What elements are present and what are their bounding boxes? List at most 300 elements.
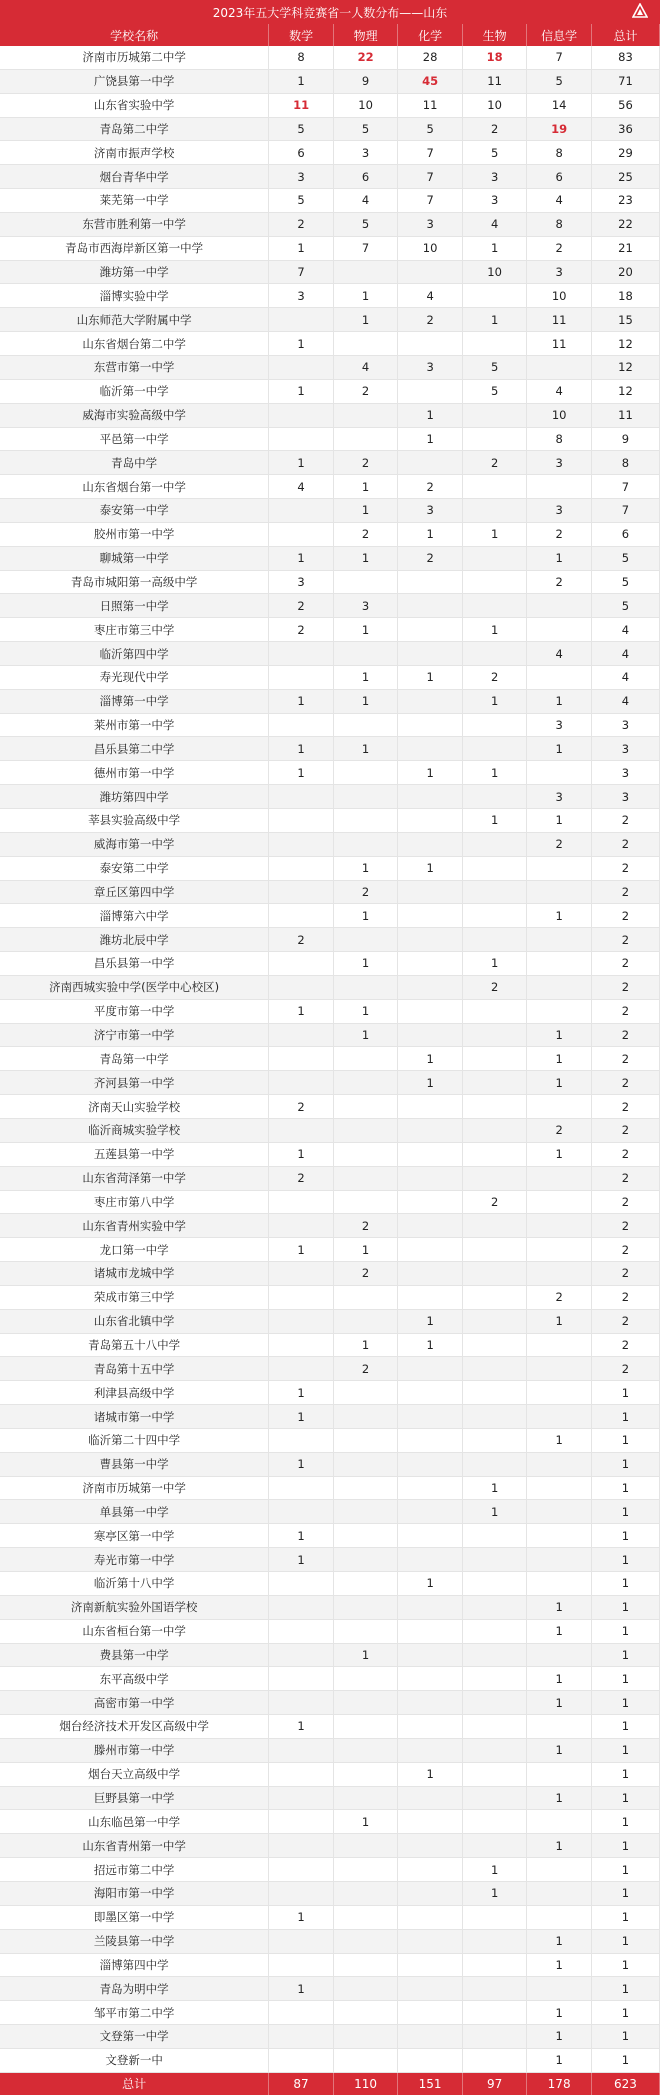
cell-total: 6 (591, 522, 659, 546)
cell-math (269, 665, 334, 689)
cell-informatics (527, 1238, 592, 1262)
cell-informatics: 6 (527, 165, 592, 189)
cell-school: 昌乐县第二中学 (0, 737, 269, 761)
cell-school: 淄博实验中学 (0, 284, 269, 308)
cell-school: 淄博第一中学 (0, 689, 269, 713)
cell-chemistry (398, 1428, 463, 1452)
cell-physics (333, 1691, 398, 1715)
cell-school: 招远市第二中学 (0, 1858, 269, 1882)
cell-total: 2 (591, 952, 659, 976)
cell-informatics: 1 (527, 2025, 592, 2049)
cell-physics: 1 (333, 546, 398, 570)
cell-informatics: 1 (527, 1691, 592, 1715)
cell-school: 文登第一中学 (0, 2025, 269, 2049)
cell-math: 3 (269, 570, 334, 594)
total-cell-school: 总计 (0, 2072, 269, 2095)
cell-physics (333, 1381, 398, 1405)
cell-school: 山东省菏泽第一中学 (0, 1166, 269, 1190)
cell-physics (333, 1977, 398, 2001)
cell-school: 东营市胜利第一中学 (0, 212, 269, 236)
cell-biology: 10 (462, 93, 527, 117)
table-row (0, 761, 660, 785)
total-cell-chemistry: 151 (398, 2072, 463, 2095)
cell-total: 1 (591, 1572, 659, 1596)
cell-school: 齐河县第一中学 (0, 1071, 269, 1095)
cell-physics (333, 1095, 398, 1119)
cell-school: 寒亭区第一中学 (0, 1524, 269, 1548)
cell-biology (462, 1572, 527, 1596)
cell-physics (333, 785, 398, 809)
cell-math: 1 (269, 1142, 334, 1166)
cell-math (269, 1929, 334, 1953)
cell-biology (462, 1333, 527, 1357)
cell-informatics (527, 1452, 592, 1476)
cell-math: 11 (269, 93, 334, 117)
cell-physics: 1 (333, 737, 398, 761)
table-row (0, 260, 660, 284)
cell-informatics (527, 1762, 592, 1786)
table-row (0, 1595, 660, 1619)
cell-biology (462, 928, 527, 952)
table-row (0, 451, 660, 475)
cell-biology: 1 (462, 522, 527, 546)
table-row (0, 2001, 660, 2025)
cell-school: 即墨区第一中学 (0, 1905, 269, 1929)
cell-informatics: 1 (527, 1786, 592, 1810)
cell-biology (462, 1118, 527, 1142)
cell-total: 21 (591, 236, 659, 260)
cell-school: 兰陵县第一中学 (0, 1929, 269, 1953)
cell-informatics (527, 1476, 592, 1500)
cell-total: 8 (591, 451, 659, 475)
cell-biology (462, 1786, 527, 1810)
cell-math (269, 713, 334, 737)
cell-informatics (527, 1262, 592, 1286)
cell-chemistry (398, 689, 463, 713)
cell-math: 1 (269, 546, 334, 570)
cell-math (269, 1643, 334, 1667)
cell-biology: 1 (462, 1858, 527, 1882)
cell-math (269, 1572, 334, 1596)
cell-math (269, 785, 334, 809)
cell-biology (462, 1405, 527, 1429)
cell-physics: 1 (333, 1810, 398, 1834)
cell-math: 8 (269, 46, 334, 69)
cell-chemistry: 1 (398, 1333, 463, 1357)
cell-informatics (527, 1977, 592, 2001)
cell-math (269, 904, 334, 928)
cell-school: 山东省青州实验中学 (0, 1214, 269, 1238)
table-row (0, 1357, 660, 1381)
cell-total: 1 (591, 1524, 659, 1548)
cell-biology (462, 1166, 527, 1190)
cell-school: 山东省桓台第一中学 (0, 1619, 269, 1643)
table-row (0, 713, 660, 737)
table-row (0, 427, 660, 451)
cell-physics (333, 2048, 398, 2072)
cell-physics (333, 1548, 398, 1572)
table-row (0, 546, 660, 570)
cell-chemistry: 1 (398, 522, 463, 546)
cell-biology (462, 1715, 527, 1739)
cell-biology (462, 832, 527, 856)
cell-informatics: 2 (527, 570, 592, 594)
column-header-math: 数学 (269, 24, 334, 46)
cell-school: 潍坊第四中学 (0, 785, 269, 809)
cell-informatics (527, 594, 592, 618)
cell-informatics: 1 (527, 1834, 592, 1858)
cell-chemistry: 45 (398, 69, 463, 93)
cell-math: 5 (269, 189, 334, 213)
cell-physics (333, 1881, 398, 1905)
cell-biology: 1 (462, 1500, 527, 1524)
cell-math: 1 (269, 1238, 334, 1262)
cell-total: 1 (591, 1786, 659, 1810)
cell-school: 临沂商城实验学校 (0, 1118, 269, 1142)
cell-school: 青岛中学 (0, 451, 269, 475)
column-header-chemistry: 化学 (398, 24, 463, 46)
cell-biology: 2 (462, 975, 527, 999)
cell-physics: 1 (333, 618, 398, 642)
cell-biology (462, 427, 527, 451)
cell-physics (333, 1047, 398, 1071)
cell-school: 山东省青州第一中学 (0, 1834, 269, 1858)
cell-informatics (527, 1500, 592, 1524)
cell-school: 诸城市龙城中学 (0, 1262, 269, 1286)
cell-informatics (527, 665, 592, 689)
cell-biology (462, 1095, 527, 1119)
cell-math: 1 (269, 1977, 334, 2001)
cell-biology: 18 (462, 46, 527, 69)
cell-math (269, 1047, 334, 1071)
cell-school: 章丘区第四中学 (0, 880, 269, 904)
cell-physics: 1 (333, 904, 398, 928)
cell-physics (333, 2025, 398, 2049)
cell-school: 莱芜第一中学 (0, 189, 269, 213)
cell-physics (333, 403, 398, 427)
cell-math (269, 1619, 334, 1643)
cell-school: 济南市振声学校 (0, 141, 269, 165)
cell-math (269, 1786, 334, 1810)
cell-chemistry (398, 1405, 463, 1429)
cell-chemistry (398, 1357, 463, 1381)
cell-informatics: 10 (527, 284, 592, 308)
cell-chemistry (398, 1285, 463, 1309)
table-row (0, 1834, 660, 1858)
cell-math (269, 1738, 334, 1762)
cell-physics: 1 (333, 1643, 398, 1667)
cell-chemistry (398, 1476, 463, 1500)
table-row (0, 1691, 660, 1715)
cell-chemistry (398, 1619, 463, 1643)
cell-math (269, 522, 334, 546)
cell-chemistry: 1 (398, 403, 463, 427)
cell-informatics: 2 (527, 1285, 592, 1309)
cell-physics (333, 570, 398, 594)
cell-chemistry: 7 (398, 141, 463, 165)
table-row (0, 1643, 660, 1667)
cell-chemistry (398, 904, 463, 928)
cell-chemistry (398, 1023, 463, 1047)
cell-chemistry (398, 594, 463, 618)
table-row (0, 1977, 660, 2001)
cell-total: 1 (591, 1476, 659, 1500)
cell-physics (333, 1476, 398, 1500)
cell-total: 1 (591, 1405, 659, 1429)
cell-informatics: 8 (527, 212, 592, 236)
table-row (0, 1142, 660, 1166)
cell-biology: 2 (462, 1190, 527, 1214)
total-cell-math: 87 (269, 2072, 334, 2095)
cell-biology: 1 (462, 236, 527, 260)
cell-physics (333, 1667, 398, 1691)
table-row (0, 1881, 660, 1905)
cell-school: 济南新航实验外国语学校 (0, 1595, 269, 1619)
cell-chemistry (398, 1595, 463, 1619)
cell-math (269, 1810, 334, 1834)
cell-biology: 1 (462, 761, 527, 785)
cell-informatics (527, 1715, 592, 1739)
cell-biology: 11 (462, 69, 527, 93)
cell-informatics: 10 (527, 403, 592, 427)
cell-school: 济南市历城第一中学 (0, 1476, 269, 1500)
cell-chemistry: 10 (398, 236, 463, 260)
cell-math (269, 952, 334, 976)
cell-school: 济宁市第一中学 (0, 1023, 269, 1047)
table-row (0, 165, 660, 189)
cell-biology: 2 (462, 117, 527, 141)
cell-physics: 5 (333, 212, 398, 236)
cell-chemistry (398, 570, 463, 594)
table-row (0, 1524, 660, 1548)
cell-chemistry (398, 1166, 463, 1190)
score-table (0, 24, 660, 2095)
table-row (0, 1190, 660, 1214)
cell-chemistry: 1 (398, 761, 463, 785)
cell-informatics (527, 1905, 592, 1929)
cell-physics (333, 928, 398, 952)
cell-biology (462, 1548, 527, 1572)
cell-math: 1 (269, 1715, 334, 1739)
table-row (0, 1667, 660, 1691)
cell-total: 2 (591, 880, 659, 904)
cell-math (269, 2001, 334, 2025)
cell-total: 2 (591, 1309, 659, 1333)
cell-school: 济南西城实验中学(医学中心校区) (0, 975, 269, 999)
table-row (0, 475, 660, 499)
cell-math: 2 (269, 1166, 334, 1190)
table-row (0, 618, 660, 642)
cell-math (269, 2025, 334, 2049)
cell-chemistry: 1 (398, 1572, 463, 1596)
column-header-school: 学校名称 (0, 24, 269, 46)
cell-school: 龙口第一中学 (0, 1238, 269, 1262)
cell-informatics (527, 1214, 592, 1238)
cell-chemistry (398, 1524, 463, 1548)
cell-math (269, 1691, 334, 1715)
cell-chemistry: 1 (398, 856, 463, 880)
cell-chemistry (398, 1905, 463, 1929)
cell-school: 日照第一中学 (0, 594, 269, 618)
cell-informatics: 11 (527, 332, 592, 356)
cell-total: 71 (591, 69, 659, 93)
table-row (0, 975, 660, 999)
cell-physics: 2 (333, 451, 398, 475)
cell-total: 2 (591, 809, 659, 833)
cell-school: 山东临邑第一中学 (0, 1810, 269, 1834)
cell-chemistry (398, 785, 463, 809)
cell-chemistry: 1 (398, 1762, 463, 1786)
cell-physics (333, 642, 398, 666)
cell-math: 2 (269, 1095, 334, 1119)
table-row (0, 904, 660, 928)
cell-chemistry (398, 1929, 463, 1953)
cell-biology (462, 999, 527, 1023)
cell-physics: 2 (333, 880, 398, 904)
cell-biology (462, 1071, 527, 1095)
cell-school: 山东省烟台第二中学 (0, 332, 269, 356)
cell-math: 4 (269, 475, 334, 499)
cell-total: 1 (591, 1667, 659, 1691)
cell-informatics: 1 (527, 1428, 592, 1452)
cell-informatics: 1 (527, 809, 592, 833)
cell-biology (462, 332, 527, 356)
cell-math (269, 975, 334, 999)
cell-informatics (527, 880, 592, 904)
cell-informatics: 1 (527, 1071, 592, 1095)
cell-informatics: 5 (527, 69, 592, 93)
cell-total: 1 (591, 1619, 659, 1643)
cell-biology (462, 1929, 527, 1953)
cell-informatics (527, 1572, 592, 1596)
cell-school: 临沂第二十四中学 (0, 1428, 269, 1452)
cell-total: 2 (591, 1118, 659, 1142)
cell-chemistry (398, 1262, 463, 1286)
cell-school: 烟台经济技术开发区高级中学 (0, 1715, 269, 1739)
table-row (0, 1572, 660, 1596)
table-row (0, 1285, 660, 1309)
cell-math: 1 (269, 1381, 334, 1405)
cell-school: 青岛第十五中学 (0, 1357, 269, 1381)
cell-total: 5 (591, 594, 659, 618)
cell-math (269, 2048, 334, 2072)
cell-informatics (527, 1190, 592, 1214)
cell-informatics (527, 1381, 592, 1405)
table-row (0, 189, 660, 213)
table-row (0, 999, 660, 1023)
table-row (0, 499, 660, 523)
cell-total: 2 (591, 1023, 659, 1047)
cell-chemistry (398, 1786, 463, 1810)
cell-biology (462, 1619, 527, 1643)
cell-informatics (527, 1643, 592, 1667)
cell-biology (462, 880, 527, 904)
cell-math (269, 355, 334, 379)
cell-physics (333, 427, 398, 451)
table-row (0, 284, 660, 308)
cell-school: 青岛为明中学 (0, 1977, 269, 2001)
cell-physics: 1 (333, 499, 398, 523)
cell-school: 高密市第一中学 (0, 1691, 269, 1715)
cell-total: 1 (591, 2001, 659, 2025)
cell-informatics (527, 952, 592, 976)
cell-chemistry (398, 880, 463, 904)
table-row (0, 379, 660, 403)
cell-school: 潍坊第一中学 (0, 260, 269, 284)
table-row (0, 1309, 660, 1333)
cell-informatics: 1 (527, 1595, 592, 1619)
table-row (0, 952, 660, 976)
cell-math: 1 (269, 737, 334, 761)
table-row (0, 594, 660, 618)
cell-informatics: 8 (527, 427, 592, 451)
cell-school: 曹县第一中学 (0, 1452, 269, 1476)
cell-biology (462, 1691, 527, 1715)
cell-biology (462, 856, 527, 880)
cell-informatics: 3 (527, 713, 592, 737)
table-row (0, 355, 660, 379)
table-row (0, 880, 660, 904)
header-row (0, 24, 660, 46)
cell-biology (462, 1381, 527, 1405)
column-header-informatics: 信息学 (527, 24, 592, 46)
cell-informatics: 1 (527, 546, 592, 570)
cell-total: 3 (591, 785, 659, 809)
cell-physics (333, 1858, 398, 1882)
cell-physics (333, 1071, 398, 1095)
cell-biology (462, 475, 527, 499)
cell-informatics: 2 (527, 236, 592, 260)
cell-school: 广饶县第一中学 (0, 69, 269, 93)
cell-informatics (527, 1858, 592, 1882)
table-row (0, 1238, 660, 1262)
table-row (0, 1023, 660, 1047)
cell-physics: 1 (333, 284, 398, 308)
cell-biology (462, 2001, 527, 2025)
page-title: 2023年五大学科竞赛省一人数分布——山东 (212, 5, 448, 20)
table-row (0, 1214, 660, 1238)
cell-chemistry (398, 642, 463, 666)
cell-biology (462, 1524, 527, 1548)
cell-total: 4 (591, 689, 659, 713)
cell-biology: 5 (462, 355, 527, 379)
cell-physics: 7 (333, 236, 398, 260)
cell-total: 2 (591, 1262, 659, 1286)
cell-biology (462, 546, 527, 570)
cell-total: 9 (591, 427, 659, 451)
table-row (0, 642, 660, 666)
cell-math (269, 1667, 334, 1691)
table-row (0, 141, 660, 165)
cell-informatics: 2 (527, 832, 592, 856)
cell-physics (333, 1428, 398, 1452)
cell-biology (462, 1977, 527, 2001)
cell-biology (462, 1810, 527, 1834)
cell-school: 海阳市第一中学 (0, 1881, 269, 1905)
cell-informatics: 1 (527, 1953, 592, 1977)
cell-math: 2 (269, 618, 334, 642)
cell-total: 22 (591, 212, 659, 236)
cell-informatics (527, 1333, 592, 1357)
cell-biology: 10 (462, 260, 527, 284)
cell-informatics: 1 (527, 1619, 592, 1643)
cell-physics (333, 1452, 398, 1476)
table-row (0, 332, 660, 356)
cell-total: 1 (591, 1452, 659, 1476)
cell-informatics: 1 (527, 904, 592, 928)
cell-biology (462, 1285, 527, 1309)
cell-chemistry (398, 2001, 463, 2025)
